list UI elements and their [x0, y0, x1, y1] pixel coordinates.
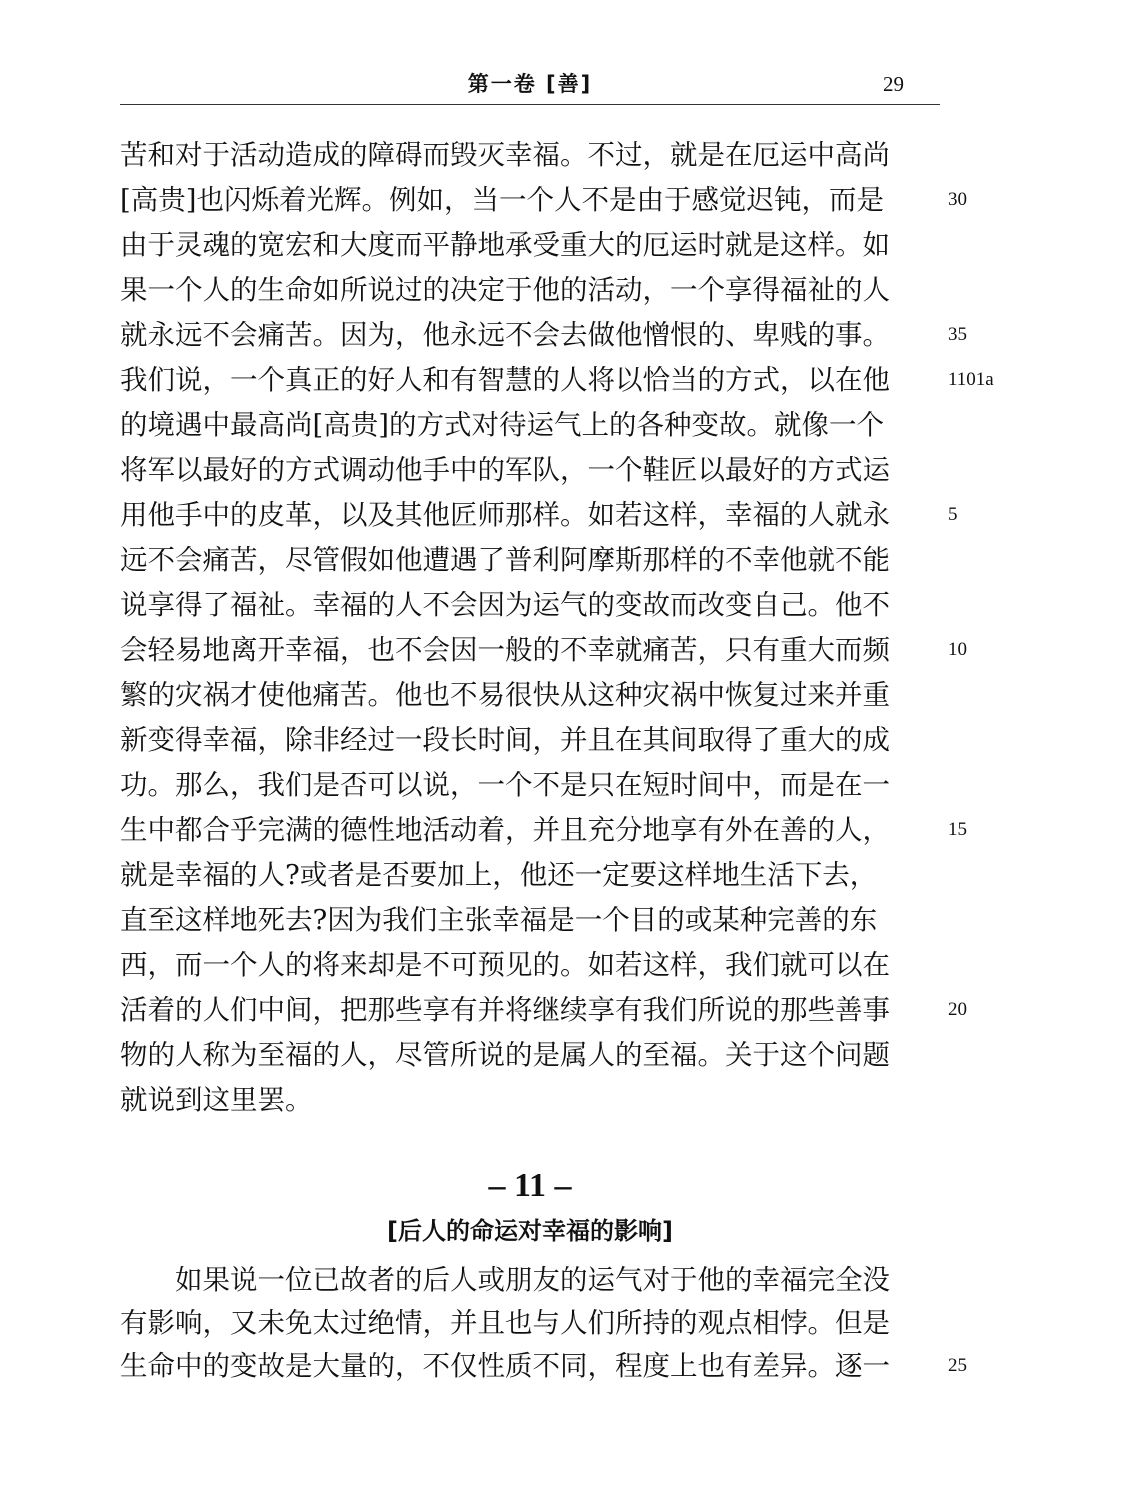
text-line: 西，而一个人的将来却是不可预见的。如若这样，我们就可以在: [120, 949, 890, 981]
text-line: 果一个人的生命如所说过的决定于他的活动，一个享得福祉的人: [120, 274, 890, 306]
text-line: 繁的灾祸才使他痛苦。他也不易很快从这种灾祸中恢复过来并重: [120, 679, 890, 711]
running-header: [120, 62, 940, 106]
text-line: 如果说一位已故者的后人或朋友的运气对于他的幸福完全没: [120, 1264, 890, 1296]
text-line: 功。那么，我们是否可以说，一个不是只在短时间中，而是在一: [120, 769, 890, 801]
text-line: 的境遇中最高尚[高贵]的方式对待运气上的各种变故。就像一个: [120, 409, 884, 441]
header-rule: [120, 104, 940, 105]
text-line: 苦和对于活动造成的障碍而毁灭幸福。不过，就是在厄运中高尚: [120, 139, 890, 171]
bekker-line-number: 30: [948, 189, 967, 210]
text-line: 就是幸福的人?或者是否要加上，他还一定要这样地生活下去，: [120, 859, 878, 891]
text-line: 生命中的变故是大量的，不仅性质不同，程度上也有差异。逐一: [120, 1350, 890, 1382]
text-line: 新变得幸福，除非经过一段长时间，并且在其间取得了重大的成: [120, 724, 890, 756]
text-line: 会轻易地离开幸福，也不会因一般的不幸就痛苦，只有重大而频: [120, 634, 890, 666]
text-line: 说享得了福祉。幸福的人不会因为运气的变故而改变自己。他不: [120, 589, 890, 621]
text-line: 生中都合乎完满的德性地活动着，并且充分地享有外在善的人，: [120, 814, 890, 846]
bekker-line-number: 20: [948, 999, 967, 1020]
page-number: 29: [883, 72, 904, 96]
text-line: [高贵]也闪烁着光辉。例如，当一个人不是由于感觉迟钝，而是: [120, 184, 884, 216]
bekker-line-number: 35: [948, 324, 967, 345]
text-line: 用他手中的皮革，以及其他匠师那样。如若这样，幸福的人就永: [120, 499, 890, 531]
section-title: [后人的命运对幸福的影响]: [387, 1217, 673, 1245]
bekker-line-number: 25: [948, 1355, 967, 1376]
text-line: 远不会痛苦，尽管假如他遭遇了普利阿摩斯那样的不幸他就不能: [120, 544, 890, 576]
bekker-line-number: 5: [948, 504, 958, 525]
text-line: 就永远不会痛苦。因为，他永远不会去做他憎恨的、卑贱的事。: [120, 319, 890, 351]
text-line: 将军以最好的方式调动他手中的军队，一个鞋匠以最好的方式运: [120, 454, 890, 486]
text-line: 物的人称为至福的人，尽管所说的是属人的至福。关于这个问题: [120, 1039, 890, 1071]
text-line: 我们说，一个真正的好人和有智慧的人将以恰当的方式，以在他: [120, 364, 890, 396]
text-line: 有影响，又未免太过绝情，并且也与人们所持的观点相悖。但是: [120, 1307, 890, 1339]
text-line: 活着的人们中间，把那些享有并将继续享有我们所说的那些善事: [120, 994, 890, 1026]
header-title: 第一卷 [善]: [467, 72, 593, 96]
text-line: 由于灵魂的宽宏和大度而平静地承受重大的厄运时就是这样。如: [120, 229, 890, 261]
text-line: 就说到这里罢。: [120, 1084, 313, 1116]
bekker-line-number: 10: [948, 639, 967, 660]
bekker-line-number: 15: [948, 819, 967, 840]
bekker-line-number: 1101a: [948, 369, 994, 390]
section-number: – 11 –: [488, 1167, 572, 1204]
text-line: 直至这样地死去?因为我们主张幸福是一个目的或某种完善的东: [120, 904, 878, 936]
